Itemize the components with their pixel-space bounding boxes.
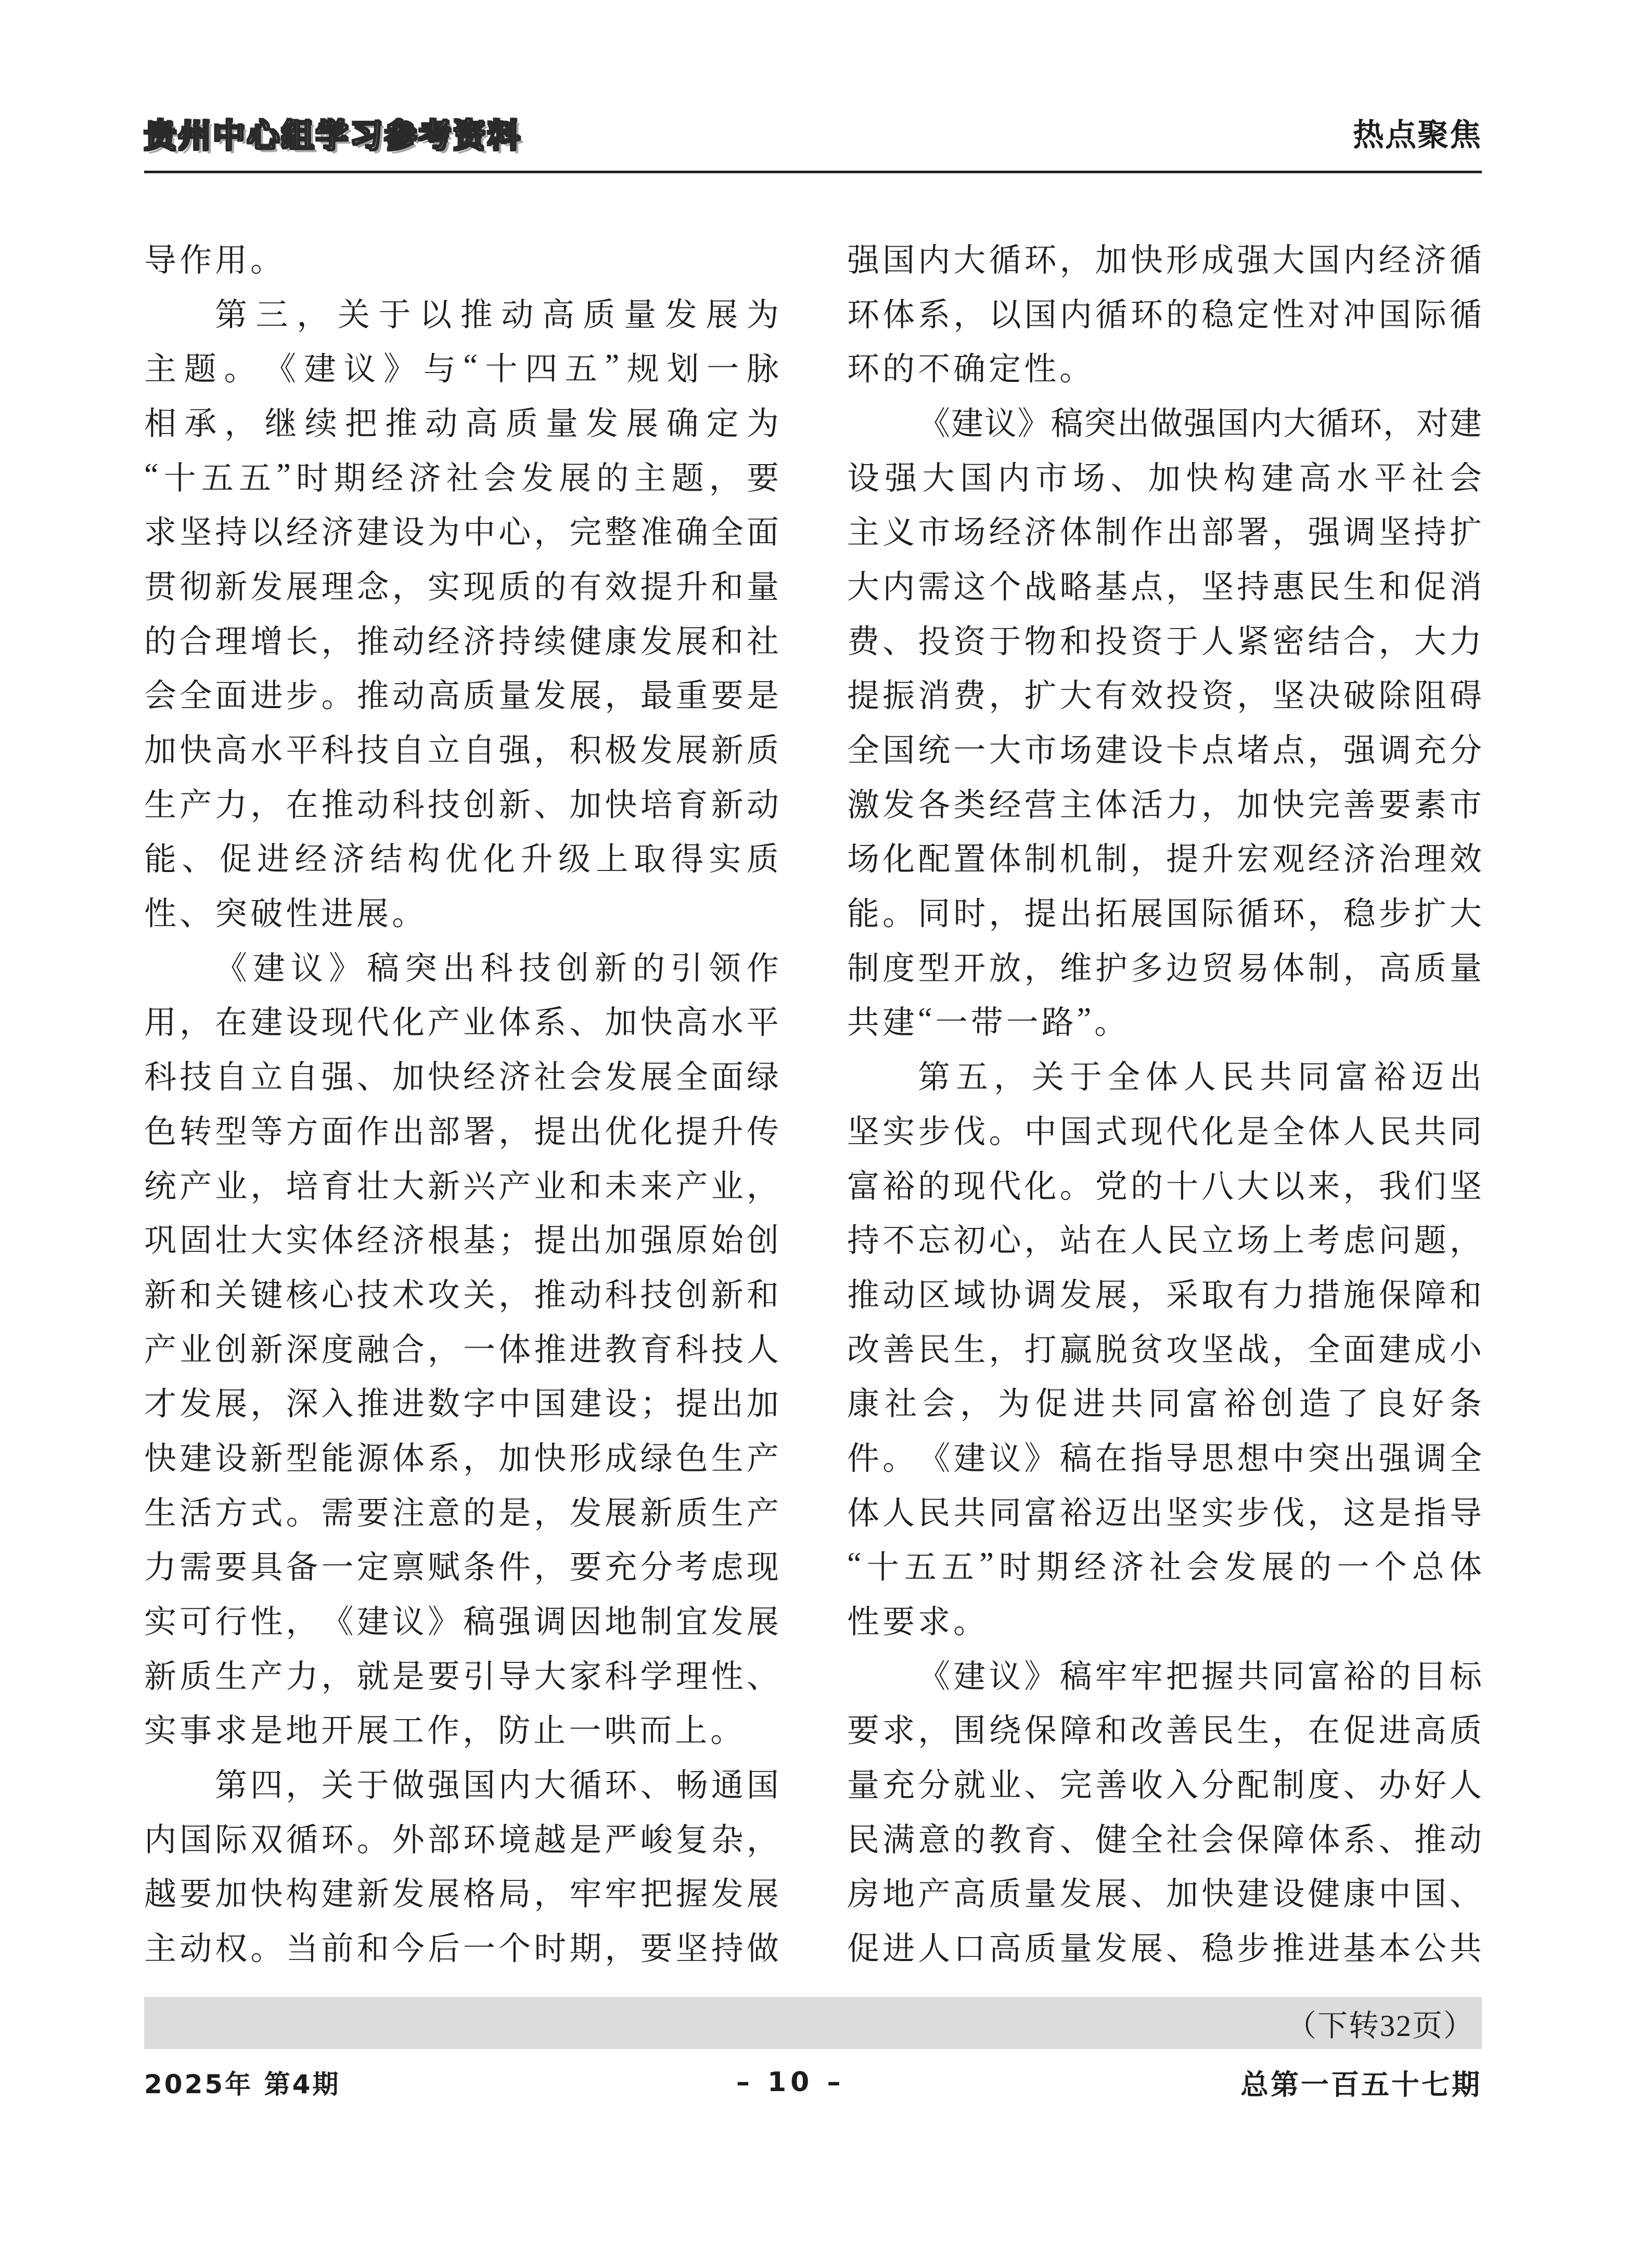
text-line: 推 动 区 域 协 调 发 展 ， 采 取 有 力 措 施 保 障 和 (847, 1277, 1482, 1313)
text-line: 统 产 业 ， 培 育 壮 大 新 兴 产 业 和 未 来 产 业 ， (144, 1169, 779, 1205)
text-line: 坚 实 步 伐 。 中 国 式 现 代 化 是 全 体 人 民 共 同 (847, 1114, 1482, 1150)
footer-issue: 2025年 第4期 (144, 2069, 341, 2099)
masthead-title: 贵州中心组学习参考资料 (144, 116, 522, 155)
text-line: 快 建 设 新 型 能 源 体 系 ， 加 快 形 成 绿 色 生 产 (144, 1441, 779, 1477)
text-line: 用 ， 在 建 设 现 代 化 产 业 体 系 、 加 快 高 水 平 (144, 1005, 779, 1041)
text-line: 要 求 ， 围 绕 保 障 和 改 善 民 生 ， 在 促 进 高 质 (847, 1713, 1482, 1749)
text-line: 场 化 配 置 体 制 机 制 ， 提 升 宏 观 经 济 治 理 效 (847, 842, 1482, 878)
text-line: 生 产 力 ， 在 推 动 科 技 创 新 、 加 快 培 育 新 动 (144, 787, 779, 823)
text-column-right (847, 230, 1482, 1973)
text-line: 新 和 关 键 核 心 技 术 攻 关 ， 推 动 科 技 创 新 和 (144, 1277, 779, 1313)
text-line: 促 进 人 口 高 质 量 发 展 、 稳 步 推 进 基 本 公 共 (847, 1931, 1482, 1967)
text-line: 提 振 消 费 ， 扩 大 有 效 投 资 ， 坚 决 破 除 阻 碍 (847, 678, 1482, 714)
text-line: 才 发 展 ， 深 入 推 进 数 字 中 国 建 设 ； 提 出 加 (144, 1387, 779, 1423)
text-line: 主 义 市 场 经 济 体 制 作 出 部 署 ， 强 调 坚 持 扩 (847, 515, 1482, 551)
text-line: 体 人 民 共 同 富 裕 迈 出 坚 实 步 伐 ， 这 是 指 导 (847, 1495, 1482, 1531)
text-line: “ 十 五 五 ” 时 期 经 济 社 会 发 展 的 主 题 ， 要 (144, 457, 779, 496)
text-line: 巩 固 壮 大 实 体 经 济 根 基 ； 提 出 加 强 原 始 创 (144, 1223, 779, 1259)
text-line: 导 作 用 。 (144, 242, 286, 278)
text-line: 主 动 权 。 当 前 和 今 后 一 个 时 期 ， 要 坚 持 做 (144, 1931, 779, 1967)
text-line: 全 国 统 一 大 市 场 建 设 卡 点 堵 点 ， 强 调 充 分 (847, 733, 1482, 769)
text-line: 能 、 促 进 经 济 结 构 优 化 升 级 上 取 得 实 质 (144, 842, 779, 878)
text-line: 第 三 ， 关 于 以 推 动 高 质 量 发 展 为 (215, 297, 779, 333)
text-line: 《 建 议 》 稿 突 出 做 强 国 内 大 循 环 ， 对 建 (918, 406, 1482, 442)
text-line: 内 国 际 双 循 环 。 外 部 环 境 越 是 严 峻 复 杂 ， (144, 1822, 779, 1858)
text-line: 的 合 理 增 长 ， 推 动 经 济 持 续 健 康 发 展 和 社 (144, 624, 779, 660)
text-line: 民 满 意 的 教 育 、 健 全 社 会 保 障 体 系 、 推 动 (847, 1822, 1482, 1858)
text-line: 大 内 需 这 个 战 略 基 点 ， 坚 持 惠 民 生 和 促 消 (847, 569, 1482, 605)
text-line: 实 可 行 性 ， 《 建 议 》 稿 强 调 因 地 制 宜 发 展 (144, 1605, 779, 1641)
text-line: 会 全 面 进 步 。 推 动 高 质 量 发 展 ， 最 重 要 是 (144, 678, 779, 714)
continuation-note: （下转32页） (1286, 2009, 1475, 2043)
text-column-left (144, 230, 779, 1973)
text-line: 设 强 大 国 内 市 场 、 加 快 构 建 高 水 平 社 会 (847, 460, 1482, 496)
text-line: 件 。 《 建 议 》 稿 在 指 导 思 想 中 突 出 强 调 全 (847, 1441, 1482, 1477)
text-line: 力 需 要 具 备 一 定 禀 赋 条 件 ， 要 充 分 考 虑 现 (144, 1550, 779, 1586)
text-line: 求 坚 持 以 经 济 建 设 为 中 心 ， 完 整 准 确 全 面 (144, 515, 779, 551)
page-header (144, 104, 1482, 161)
text-line: “ 十 五 五 ” 时 期 经 济 社 会 发 展 的 一 个 总 体 (847, 1546, 1482, 1586)
text-line: 共 建 “ 一 带 一 路 ” 。 (847, 1002, 1130, 1041)
footer-page-number: – 10 – (736, 2067, 845, 2098)
text-line: 康 社 会 ， 为 促 进 共 同 富 裕 创 造 了 良 好 条 (847, 1387, 1482, 1423)
text-line: 环 的 不 确 定 性 。 (847, 352, 1095, 388)
text-line: 性 、 突 破 性 进 展 。 (144, 896, 428, 932)
text-line: 强 国 内 大 循 环 ， 加 快 形 成 强 大 国 内 经 济 循 (847, 242, 1482, 278)
text-line: 加 快 高 水 平 科 技 自 立 自 强 ， 积 极 发 展 新 质 (144, 733, 779, 769)
footer-volume: 总第一百五十七期 (1240, 2069, 1482, 2100)
text-line: 第 四 ， 关 于 做 强 国 内 大 循 环 、 畅 通 国 (215, 1768, 779, 1804)
text-line: 改 善 民 生 ， 打 赢 脱 贫 攻 坚 战 ， 全 面 建 成 小 (847, 1332, 1482, 1368)
text-line: 第 五 ， 关 于 全 体 人 民 共 同 富 裕 迈 出 (918, 1060, 1482, 1096)
text-line: 科 技 自 立 自 强 、 加 快 经 济 社 会 发 展 全 面 绿 (144, 1060, 779, 1096)
text-line: 实 事 求 是 地 开 展 工 作 ， 防 止 一 哄 而 上 。 (144, 1713, 746, 1749)
page-footer (144, 2061, 1482, 2103)
text-line: 性 要 求 。 (847, 1605, 989, 1641)
text-line: 贯 彻 新 发 展 理 念 ， 实 现 质 的 有 效 提 升 和 量 (144, 569, 779, 605)
text-line: 主 题 。 《 建 议 》 与 “ 十 四 五 ” 规 划 一 脉 (144, 348, 779, 388)
text-line: 制 度 型 开 放 ， 维 护 多 边 贸 易 体 制 ， 高 质 量 (847, 951, 1482, 987)
text-line: 相 承 ， 继 续 把 推 动 高 质 量 发 展 确 定 为 (144, 406, 779, 442)
header-rule (144, 171, 1482, 173)
section-label: 热点聚焦 (1353, 118, 1482, 152)
text-line: 持 不 忘 初 心 ， 站 在 人 民 立 场 上 考 虑 问 题 ， (847, 1223, 1482, 1259)
text-line: 越 要 加 快 构 建 新 发 展 格 局 ， 牢 牢 把 握 发 展 (144, 1877, 779, 1913)
text-line: 新 质 生 产 力 ， 就 是 要 引 导 大 家 科 学 理 性 、 (144, 1659, 779, 1695)
continuation-bar (144, 1997, 1482, 2049)
text-line: 生 活 方 式 。 需 要 注 意 的 是 ， 发 展 新 质 生 产 (144, 1495, 779, 1531)
text-line: 房 地 产 高 质 量 发 展 、 加 快 建 设 健 康 中 国 、 (847, 1877, 1482, 1913)
text-line: 费 、 投 资 于 物 和 投 资 于 人 紧 密 结 合 ， 大 力 (847, 624, 1482, 660)
text-line: 激 发 各 类 经 营 主 体 活 力 ， 加 快 完 善 要 素 市 (847, 787, 1482, 823)
text-line: 环 体 系 ， 以 国 内 循 环 的 稳 定 性 对 冲 国 际 循 (847, 297, 1482, 333)
text-line: 能 。 同 时 ， 提 出 拓 展 国 际 循 环 ， 稳 步 扩 大 (847, 896, 1482, 932)
text-line: 色 转 型 等 方 面 作 出 部 署 ， 提 出 优 化 提 升 传 (144, 1114, 779, 1150)
text-line: 富 裕 的 现 代 化 。 党 的 十 八 大 以 来 ， 我 们 坚 (847, 1169, 1482, 1205)
text-line: 《 建 议 》 稿 牢 牢 把 握 共 同 富 裕 的 目 标 (918, 1659, 1482, 1695)
text-line: 产 业 创 新 深 度 融 合 ， 一 体 推 进 教 育 科 技 人 (144, 1332, 779, 1368)
text-line: 量 充 分 就 业 、 完 善 收 入 分 配 制 度 、 办 好 人 (847, 1768, 1482, 1804)
text-line: 《 建 议 》 稿 突 出 科 技 创 新 的 引 领 作 (215, 951, 779, 987)
